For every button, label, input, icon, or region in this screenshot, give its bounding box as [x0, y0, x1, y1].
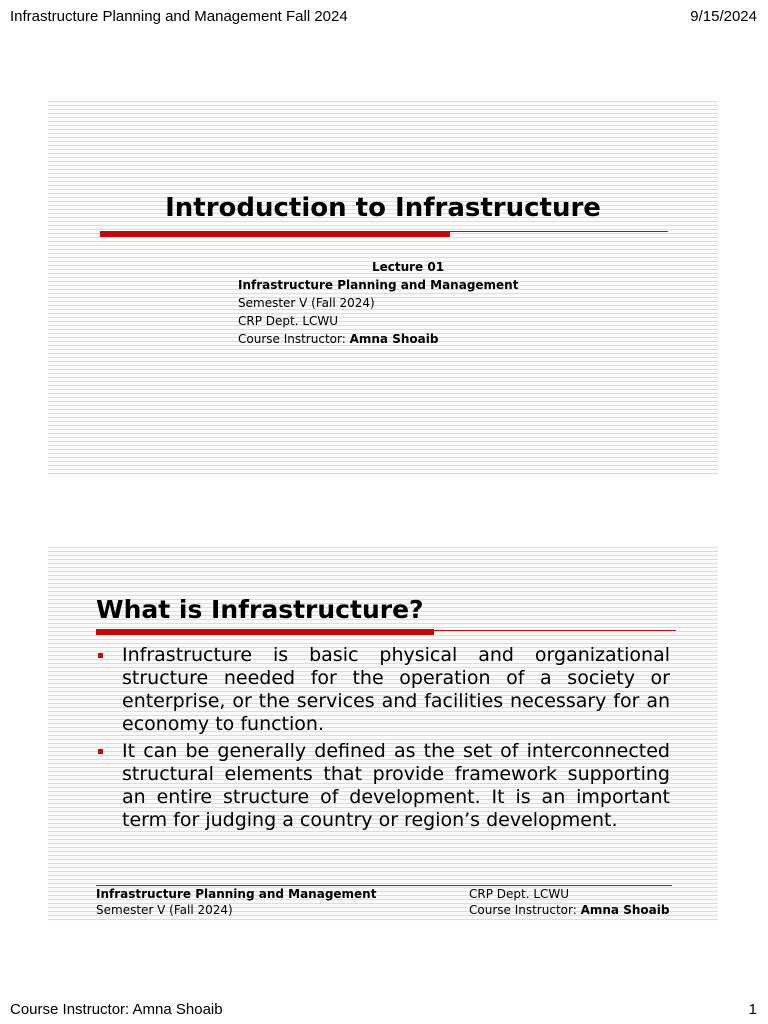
square-bullet-icon	[98, 749, 103, 754]
footer-instructor-label: Course Instructor:	[469, 903, 577, 917]
footer-course-name: Infrastructure Planning and Management	[96, 887, 377, 901]
slide-title: What is Infrastructure?	[96, 595, 424, 624]
instructor-name: Amna Shoaib	[349, 332, 439, 346]
footer-instructor-name: Amna Shoaib	[580, 903, 670, 917]
bullet-list	[96, 644, 670, 836]
semester: Semester V (Fall 2024)	[238, 296, 375, 310]
footer-department: CRP Dept. LCWU	[469, 887, 570, 901]
slide-footer-instructor	[469, 886, 669, 918]
bullet-item	[96, 740, 670, 832]
department: CRP Dept. LCWU	[238, 314, 339, 328]
footer-instructor	[469, 902, 669, 918]
bullet-text: It can be generally defined as the set of interconnected structural elements that provide framework supporting an entire structure of development. It is an important term for judging a country or region’s development.	[122, 740, 670, 831]
bullet-item	[96, 644, 670, 736]
title-underline-thin	[434, 630, 676, 631]
course-name: Infrastructure Planning and Management	[238, 278, 519, 292]
slide-what-is-infrastructure	[48, 547, 718, 921]
page-footer-instructor: Course Instructor: Amna Shoaib	[10, 1001, 223, 1018]
page-header-title: Infrastructure Planning and Management Fall 2024	[10, 8, 348, 25]
slide-title: Introduction to Infrastructure	[165, 193, 601, 223]
instructor-label: Course Instructor:	[238, 332, 346, 346]
square-bullet-icon	[98, 653, 103, 658]
page-number: 1	[748, 1001, 757, 1018]
instructor	[238, 330, 568, 348]
lecture-info	[238, 258, 568, 348]
slide-title-slide	[48, 101, 718, 475]
footer-semester: Semester V (Fall 2024)	[96, 903, 233, 917]
lecture-number: Lecture 01	[371, 260, 445, 274]
page-header-date: 9/15/2024	[690, 8, 757, 25]
title-underline-thin	[450, 231, 668, 232]
slide-footer-course	[96, 886, 376, 918]
title-underline-thick	[96, 629, 434, 635]
bullet-text: Infrastructure is basic physical and organizational structure needed for the operation of a society or enterprise, or the services and facilities necessary for an economy to function.	[122, 644, 670, 735]
title-underline-thick	[100, 231, 450, 237]
